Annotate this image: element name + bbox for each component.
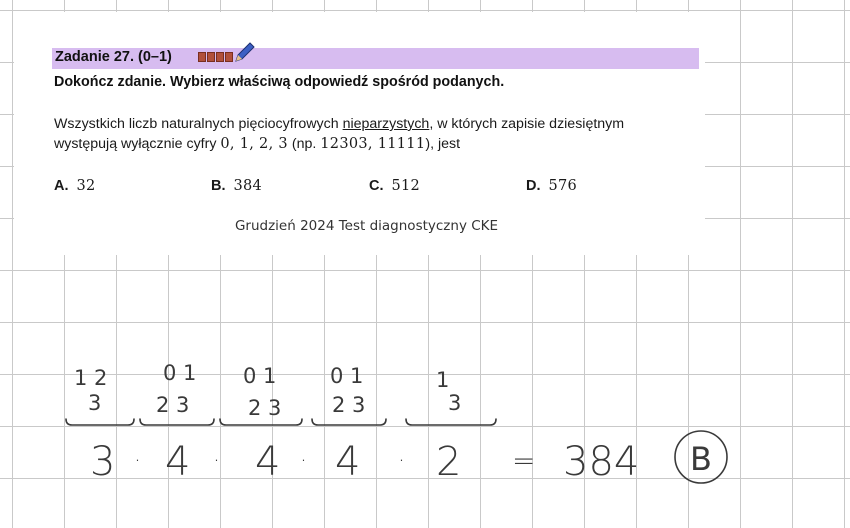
- option-value: 32: [76, 178, 96, 194]
- slot-1-top: 1 2: [74, 366, 108, 390]
- slot-4-bottom: 2 3: [332, 393, 366, 417]
- times-sign: ·: [398, 449, 405, 474]
- question-line1-suffix: , w których zapisie dziesiętnym: [429, 116, 625, 132]
- slot-5-top: 1: [436, 368, 450, 392]
- answer-letter: B: [690, 440, 712, 478]
- slot-brace: [406, 419, 496, 425]
- times-sign: ·: [300, 449, 307, 474]
- count-5: 2: [436, 439, 462, 485]
- multiplication-row: [90, 439, 639, 485]
- question-digits: 0, 1, 2, 3: [220, 136, 288, 152]
- task-title: Zadanie 27. (0–1): [55, 49, 172, 65]
- option-letter: C.: [369, 178, 384, 194]
- slot-3-top: 0 1: [243, 364, 277, 388]
- option-value: 576: [548, 178, 578, 194]
- question-line2-mid: (np.: [287, 136, 321, 152]
- slot-2-bottom: 2 3: [156, 393, 190, 417]
- slot-5-bottom: 3: [448, 391, 462, 415]
- count-4: 4: [335, 439, 361, 485]
- result-value: 384: [563, 439, 640, 485]
- task-instruction: Dokończ zdanie. Wybierz właściwą odpowiedź spośród podanych.: [54, 74, 505, 90]
- slot-brace: [66, 419, 134, 425]
- option-letter: A.: [54, 178, 69, 194]
- question-line2-prefix: występują wyłącznie cyfry: [54, 136, 221, 152]
- option-letter: D.: [526, 178, 541, 194]
- question-line2-suffix: ), jest: [425, 136, 461, 152]
- option-value: 384: [233, 178, 263, 194]
- answer-mark: [675, 431, 727, 483]
- slot-3-bottom: 2 3: [248, 396, 282, 420]
- question-underlined-word: nieparzystych: [342, 116, 430, 132]
- question-examples: 12303, 11111: [320, 136, 426, 152]
- slot-2-top: 0 1: [163, 361, 197, 385]
- count-2: 4: [165, 439, 191, 485]
- count-3: 4: [255, 439, 281, 485]
- slot-4-top: 0 1: [330, 364, 364, 388]
- option-letter: B.: [211, 178, 226, 194]
- times-sign: ·: [213, 449, 220, 474]
- slot-brace: [140, 419, 214, 425]
- count-1: 3: [90, 439, 116, 485]
- option-value: 512: [391, 178, 421, 194]
- equals-sign: =: [512, 444, 536, 477]
- slot-1-bottom: 3: [88, 391, 102, 415]
- source-footer: Grudzień 2024 Test diagnostyczny CKE: [234, 218, 499, 234]
- times-sign: ·: [134, 449, 141, 474]
- question-line1-prefix: Wszystkich liczb naturalnych pięciocyfrowych: [54, 116, 343, 132]
- slot-digits: [74, 361, 461, 420]
- slot-brace: [312, 419, 386, 425]
